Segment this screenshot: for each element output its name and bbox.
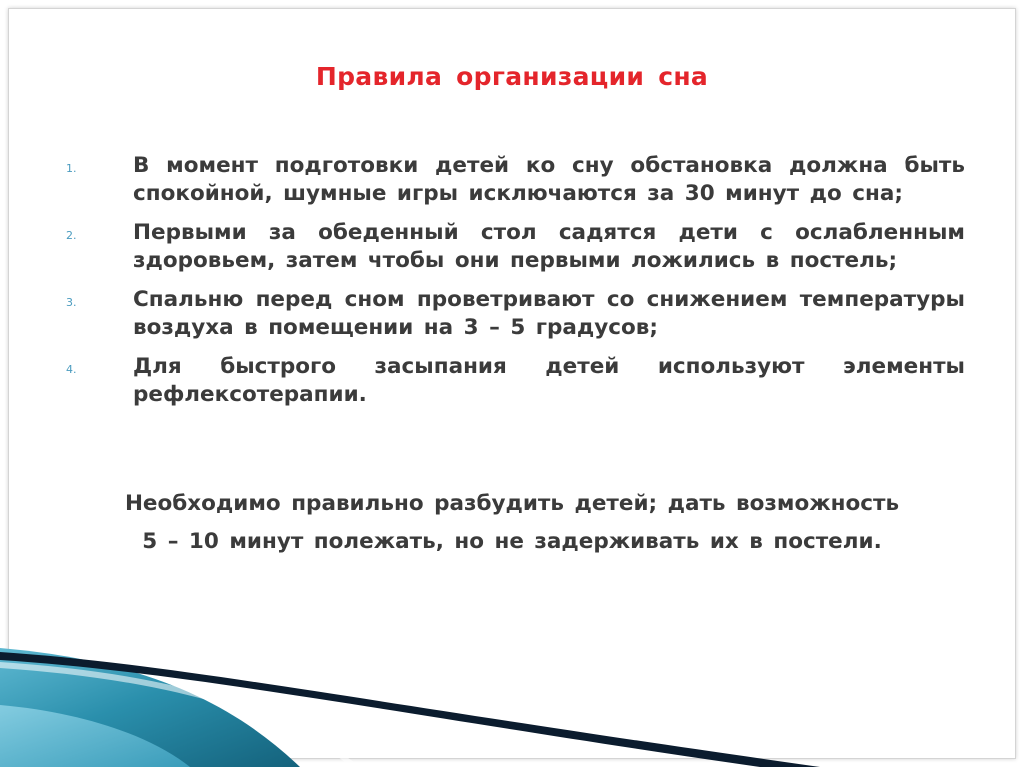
rule-text: Первыми за обеденный стол садятся дети с ослабленным здоровьем, затем чтобы они первыми ложились в постель; <box>133 220 965 273</box>
rule-text: Спальню перед сном проветривают со снижением температуры воздуха в помещении на 3 – 5 градусов; <box>133 287 965 340</box>
rule-number: 2. <box>66 229 77 242</box>
note-line-1: Необходимо правильно разбудить детей; дать возможность <box>124 491 900 516</box>
rule-number: 4. <box>66 363 77 376</box>
rule-number: 1. <box>66 162 77 175</box>
rule-text: Для быстрого засыпания детей используют элементы рефлексотерапии. <box>133 354 965 407</box>
rule-number: 3. <box>66 296 77 309</box>
note-line-2: 5 – 10 минут полежать, но не задерживать их в постели. <box>142 529 882 554</box>
rule-text: В момент подготовки детей ко сну обстановка должна быть спокойной, шумные игры исключаются за 30 минут до сна; <box>133 153 965 206</box>
slide-title: Правила организации сна <box>315 62 709 91</box>
